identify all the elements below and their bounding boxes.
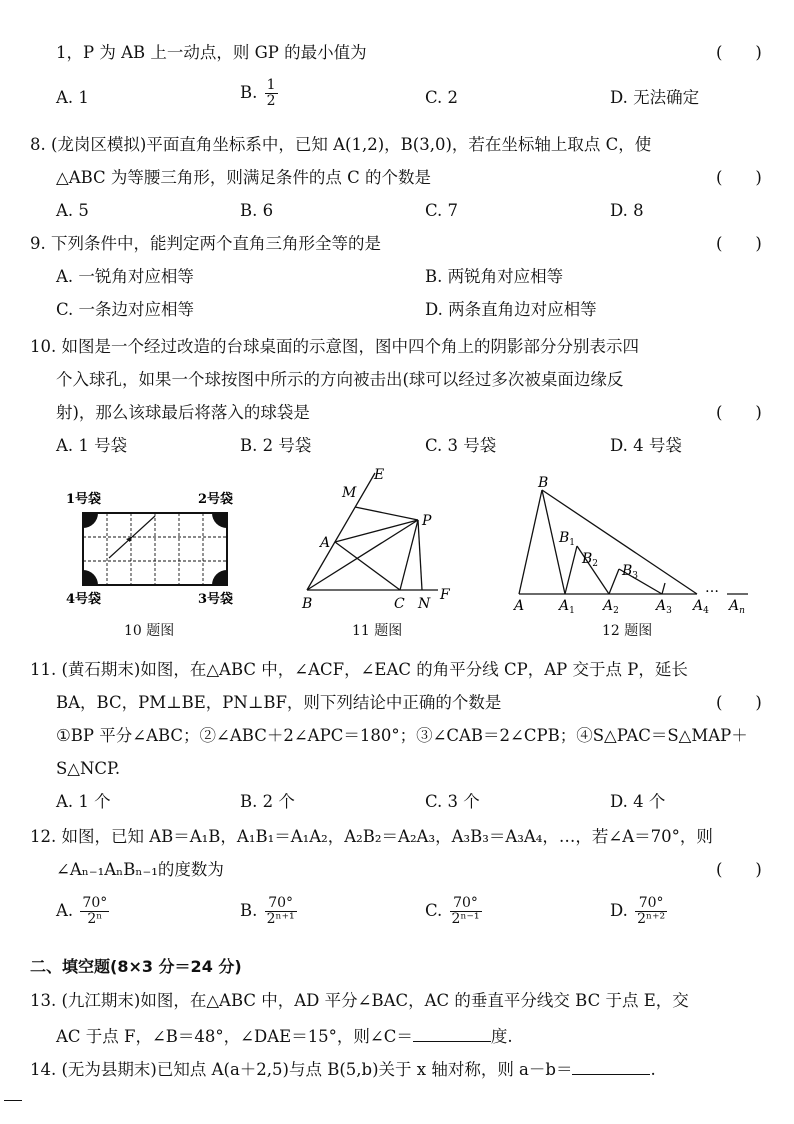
- fig11-label-a: A: [320, 535, 331, 551]
- fig12-label-a2-sub: 2: [613, 606, 619, 615]
- q7-text: 1，P 为 AB 上一动点，则 GP 的最小值为: [56, 43, 367, 62]
- q9-line1: 9. 下列条件中，能判定两个直角三角形全等的是: [30, 234, 381, 253]
- q12-option-d: [610, 896, 667, 927]
- fig10-pocket4-label: 4号袋: [66, 592, 102, 607]
- q8-option-a: A. 5: [56, 201, 89, 220]
- fig12-label-b2-sub: 2: [592, 559, 599, 569]
- fig12-label-an-letter: A: [729, 598, 740, 614]
- fig12-label-a3-sub: 3: [666, 606, 672, 615]
- q12-option-b-letter: B.: [240, 901, 258, 920]
- q9-option-c: C. 一条边对应相等: [56, 300, 195, 319]
- q13-line2: [56, 1023, 513, 1048]
- q14-line: [30, 1056, 656, 1081]
- q12-option-d-den: 2ⁿ⁺²: [637, 911, 666, 927]
- fig12-label-an: [727, 598, 745, 615]
- fig12-label-a1-sub: 1: [569, 606, 575, 615]
- q10-option-d: D. 4 号袋: [610, 436, 682, 455]
- q9-option-b: B. 两锐角对应相等: [425, 267, 564, 286]
- fig12-label-b1: [558, 530, 575, 548]
- q7-option-d: D. 无法确定: [610, 88, 700, 107]
- q11-line2: BA，BC，PM⊥BE，PN⊥BF，则下列结论中正确的个数是: [56, 693, 502, 712]
- fig12-label-a4-sub: 4: [703, 606, 709, 615]
- q9-option-d: D. 两条直角边对应相等: [425, 300, 597, 319]
- q9-option-a: A. 一锐角对应相等: [56, 267, 194, 286]
- fig11-label-c: C: [394, 596, 405, 612]
- fig11-label-n: N: [418, 596, 431, 612]
- q12-option-a-letter: A.: [56, 901, 74, 920]
- q12-option-d-letter: D.: [610, 901, 628, 920]
- q11-option-d: D. 4 个: [610, 792, 666, 811]
- fig12-label-b3: [621, 563, 638, 581]
- fig12-label-b3-sub: 3: [632, 571, 639, 581]
- fig11-caption: 11 题图: [352, 623, 403, 639]
- q13-line1: 13. (九江期末)如图，在△ABC 中，AD 平分∠BAC，AC 的垂直平分线交 BC 于点 E，交: [30, 991, 689, 1010]
- q11-option-b: B. 2 个: [240, 792, 295, 811]
- q8-answer-paren: ( ): [716, 168, 762, 187]
- q12-option-b-fraction: [265, 896, 297, 927]
- q10-line1: 10. 如图是一个经过改造的台球桌面的示意图，图中四个角上的阴影部分分别表示四: [30, 337, 639, 356]
- q14-tail: .: [650, 1060, 656, 1079]
- q12-option-a-fraction: [80, 896, 109, 927]
- q11-line1: 11. (黄石期末)如图，在△ABC 中，∠ACF，∠EAC 的角平分线 CP，AP 交于点 P，延长: [30, 660, 688, 679]
- q13-line2-text: AC 于点 F，∠B＝48°，∠DAE＝15°，则∠C＝: [56, 1027, 413, 1046]
- q12-option-c-den: 2ⁿ⁻¹: [451, 911, 480, 927]
- q12-option-d-num: 70°: [635, 896, 667, 912]
- fig10-caption: 10 题图: [124, 623, 175, 639]
- fig10-pocket3-label: 3号袋: [198, 592, 234, 607]
- fig10-pocket3: [212, 570, 227, 585]
- fig11-label-m: M: [342, 485, 357, 501]
- fig11-label-p: P: [422, 513, 432, 529]
- fig10-pocket2-label: 2号袋: [198, 492, 234, 507]
- fig12-label-b1-letter: B: [559, 530, 570, 546]
- fig12-label-a3: [654, 598, 672, 615]
- fig12-label-a4-letter: A: [693, 598, 704, 614]
- q10-option-b: B. 2 号袋: [240, 436, 312, 455]
- fig12-label-a4: [691, 598, 709, 615]
- q12-option-d-fraction: [635, 896, 667, 927]
- fig12-label-a2-letter: A: [603, 598, 614, 614]
- q8-option-c: C. 7: [425, 201, 459, 220]
- figure-12-triangles: [505, 470, 755, 615]
- q8-option-b: B. 6: [240, 201, 274, 220]
- fig12-label-a: A: [514, 598, 525, 614]
- fig12-label-b: B: [538, 475, 549, 491]
- q14-text: 14. (无为县期末)已知点 A(a＋2,5)与点 B(5,b)关于 x 轴对称，则 a－b＝: [30, 1060, 573, 1079]
- fig10-grid: [83, 513, 227, 585]
- fig10-pocket1: [83, 513, 98, 528]
- fig11-label-f: F: [440, 587, 450, 603]
- fig12-label-a1-letter: A: [559, 598, 570, 614]
- q12-option-b-num: 70°: [265, 896, 297, 912]
- fig11-label-b: B: [302, 596, 313, 612]
- q11-line3: ①BP 平分∠ABC；②∠ABC＋2∠APC＝180°；③∠CAB＝2∠CPB；④S△PAC＝S△MAP＋: [56, 726, 748, 745]
- q7-option-b-letter: B.: [240, 83, 258, 102]
- q12-option-b: [240, 896, 297, 927]
- fig12-label-a1: [557, 598, 575, 615]
- q12-option-c-num: 70°: [450, 896, 482, 912]
- q12-option-a-num: 70°: [82, 895, 108, 911]
- fig12-label-an-sub: n: [739, 606, 745, 615]
- fig12-label-b2-letter: B: [582, 551, 593, 567]
- fig12-label-b3-letter: B: [622, 563, 633, 579]
- q12-option-c: [425, 896, 482, 927]
- q12-line1: 12. 如图，已知 AB＝A₁B，A₁B₁＝A₁A₂，A₂B₂＝A₂A₃，A₃B₃＝A₃A₄，…，若∠A＝70°，则: [30, 827, 713, 846]
- q12-option-c-fraction: [450, 896, 482, 927]
- fig12-label-a3-letter: A: [656, 598, 667, 614]
- q12-line2: ∠Aₙ₋₁AₙBₙ₋₁的度数为: [56, 860, 224, 879]
- fig12-label-b2: [581, 551, 598, 569]
- fig11-lines: [307, 473, 438, 590]
- q12-option-c-letter: C.: [425, 901, 443, 920]
- q12-option-a-den: 2ⁿ: [87, 911, 103, 927]
- fig12-label-b1-sub: 1: [569, 538, 576, 548]
- section2-title: 二、填空题(8×3 分＝24 分): [30, 957, 242, 976]
- q7-option-c: C. 2: [425, 88, 459, 107]
- q10-line3: 射)，那么该球最后将落入的球袋是: [56, 403, 310, 422]
- q7-answer-paren: ( ): [716, 43, 762, 62]
- fig10-pocket4: [83, 570, 98, 585]
- q12-option-b-den: 2ⁿ⁺¹: [266, 911, 295, 927]
- q8-line1: 8. (龙岗区模拟)平面直角坐标系中，已知 A(1,2)，B(3,0)，若在坐标轴上取点 C，使: [30, 135, 652, 154]
- q12-answer-paren: ( ): [716, 860, 762, 879]
- q14-answer-blank: [572, 1056, 650, 1075]
- fig12-caption: 12 题图: [602, 623, 653, 639]
- q11-option-c: C. 3 个: [425, 792, 480, 811]
- figure-11-triangle: [290, 465, 460, 615]
- q12-option-a: [56, 896, 109, 927]
- q8-option-d: D. 8: [610, 201, 644, 220]
- fig12-label-a2: [601, 598, 619, 615]
- q10-line2: 个入球孔，如果一个球按图中所示的方向被击出(球可以经过多次被桌面边缘反: [56, 370, 624, 389]
- q11-option-a: A. 1 个: [56, 792, 111, 811]
- fig12-ellipsis: …: [705, 580, 719, 596]
- q11-answer-paren: ( ): [716, 693, 762, 712]
- q11-line4: S△NCP.: [56, 759, 121, 778]
- q13-line2-tail: 度.: [490, 1027, 513, 1046]
- q7-option-b: [240, 78, 278, 109]
- q7-option-a: A. 1: [56, 88, 89, 107]
- figure-10-billiard-table: [60, 485, 250, 615]
- q8-line2: △ABC 为等腰三角形，则满足条件的点 C 的个数是: [56, 168, 432, 187]
- fig11-label-e: E: [374, 467, 385, 483]
- q10-answer-paren: ( ): [716, 403, 762, 422]
- q10-option-a: A. 1 号袋: [56, 436, 128, 455]
- q7-option-b-fraction: $\frac{1}{2}$: [266, 77, 276, 109]
- fig10-pocket1-label: 1号袋: [66, 492, 102, 507]
- q13-answer-blank: [413, 1023, 491, 1042]
- q9-answer-paren: ( ): [716, 234, 762, 253]
- fig10-pocket2: [212, 513, 227, 528]
- footer-rule: [4, 1100, 22, 1101]
- q10-option-c: C. 3 号袋: [425, 436, 497, 455]
